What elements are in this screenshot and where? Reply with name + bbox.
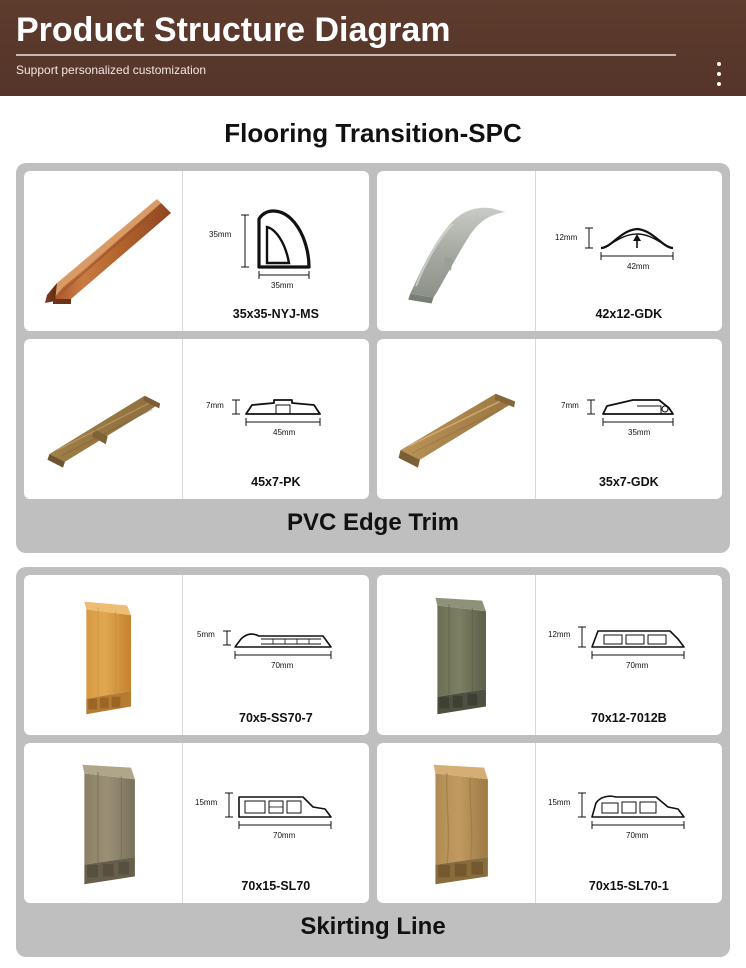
spec-drawing (187, 177, 365, 305)
dim-height-label: 35mm (208, 229, 232, 239)
product-photo-35x7-gdk (377, 339, 536, 499)
dim-width-label: 45mm (272, 428, 296, 437)
panel-footer-label: Skirting Line (300, 913, 446, 940)
product-code: 70x15-SL70 (241, 879, 311, 893)
panel-skirting-line (16, 567, 730, 957)
header-divider (16, 54, 676, 56)
spec-drawing (540, 345, 718, 473)
card-grid (24, 575, 722, 903)
product-card[interactable] (377, 743, 722, 903)
product-spec-35x35-nyj-ms (183, 171, 369, 331)
section-title: Flooring Transition-SPC (224, 118, 522, 148)
spec-drawing (540, 581, 718, 709)
dim-height-label: 12mm (554, 233, 578, 242)
panel-footer-label: PVC Edge Trim (286, 509, 460, 536)
product-photo-42x12-gdk (377, 171, 536, 331)
product-code: 35x7-GDK (598, 475, 659, 489)
product-code: 70x15-SL70-1 (588, 879, 669, 893)
product-spec-45x7-pk (183, 339, 369, 499)
dim-width-label: 35mm (270, 280, 294, 290)
dim-width-label: 35mm (627, 428, 651, 437)
product-card[interactable] (24, 743, 369, 903)
dim-height-label: 5mm (196, 630, 215, 639)
dim-width-label: 70mm (625, 831, 649, 840)
product-photo-70x12-7012b (377, 575, 536, 735)
dim-height-label: 15mm (547, 798, 571, 807)
product-code: 35x35-NYJ-MS (232, 307, 319, 321)
product-code: 45x7-PK (251, 475, 301, 489)
kebab-dot (717, 72, 721, 76)
product-spec-70x5-ss70-7 (183, 575, 369, 735)
product-spec-42x12-gdk (536, 171, 722, 331)
product-spec-70x12-7012b (536, 575, 722, 735)
dim-height-label: 7mm (560, 401, 579, 410)
product-photo-70x5-ss70-7 (24, 575, 183, 735)
dim-height-label: 15mm (194, 798, 218, 807)
kebab-dot (717, 62, 721, 66)
product-photo-70x15-sl70 (24, 743, 183, 903)
product-card[interactable] (377, 575, 722, 735)
product-spec-35x7-gdk (536, 339, 722, 499)
product-code: 42x12-GDK (595, 307, 663, 321)
spec-drawing (187, 345, 365, 473)
dim-height-label: 12mm (547, 630, 571, 639)
dim-height-label: 7mm (205, 401, 224, 410)
product-spec-70x15-sl70-1 (536, 743, 722, 903)
product-card[interactable] (24, 171, 369, 331)
page-header (0, 0, 746, 96)
kebab-menu-icon[interactable] (710, 62, 728, 86)
product-spec-70x15-sl70 (183, 743, 369, 903)
product-card[interactable] (24, 339, 369, 499)
spec-drawing (540, 749, 718, 877)
product-photo-35x35-nyj-ms (24, 171, 183, 331)
card-grid (24, 171, 722, 499)
panel-pvc-edge-trim (16, 163, 730, 553)
header-subtitle: Support personalized customization (16, 63, 207, 77)
spec-drawing (187, 581, 365, 709)
spec-drawing (540, 177, 718, 305)
product-code: 70x12-7012B (590, 711, 667, 725)
product-card[interactable] (24, 575, 369, 735)
dim-width-label: 70mm (272, 831, 296, 840)
product-code: 70x5-SS70-7 (239, 711, 313, 725)
product-card[interactable] (377, 339, 722, 499)
spec-drawing (187, 749, 365, 877)
product-photo-70x15-sl70-1 (377, 743, 536, 903)
page-title: Product Structure Diagram (16, 11, 451, 49)
content-area (0, 118, 746, 957)
product-photo-45x7-pk (24, 339, 183, 499)
product-card[interactable] (377, 171, 722, 331)
dim-width-label: 42mm (626, 262, 650, 271)
dim-width-label: 70mm (625, 661, 649, 670)
dim-width-label: 70mm (270, 661, 294, 670)
kebab-dot (717, 82, 721, 86)
